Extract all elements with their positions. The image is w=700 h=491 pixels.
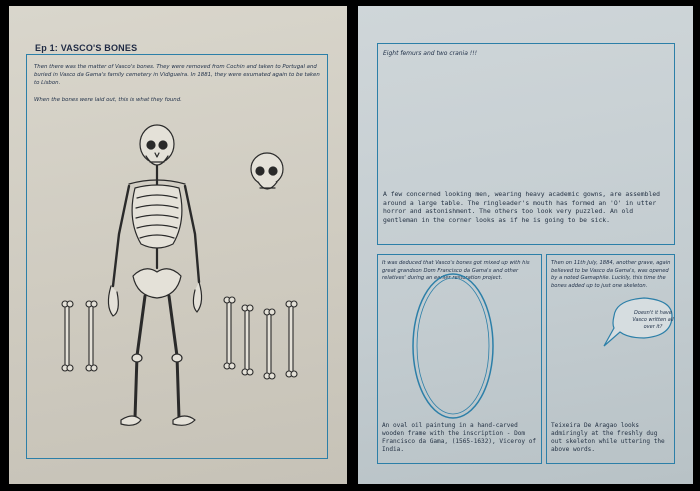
exclamation-caption: Eight femurs and two crania !!! — [383, 50, 478, 57]
loose-femurs-icon — [62, 297, 297, 379]
comic-page-left — [9, 6, 347, 484]
episode-title: Ep 1: VASCO'S BONES — [35, 43, 138, 53]
intro-caption: Then there was the matter of Vasco's bones. They were removed from Cochin and taken to Portugal and buried in Vasco da Gama's family cemetery in Vidigueira. In 1881, they were exumated again to be taken to Lisbon. — [34, 64, 320, 86]
comic-page-right — [358, 6, 693, 484]
top-panel-description: A few concerned looking men, wearing heavy academic gowns, are assembled around a large table. The ringleader's mouth has formed an 'O' in utter horror and astonishment. The others too look very puzzled. An old gentleman in the corner looks as if he is going to be sick. — [383, 190, 661, 224]
bottom-right-caption: Then on 11th July, 1884, another grave, again believed to be Vasco da Gama's, was opened by a noted Gamaphile. Luckily, this time the bones added up to just one skeleton. — [551, 260, 671, 289]
skeleton-illustration — [9, 6, 347, 484]
speech-balloon-icon — [358, 6, 693, 484]
bones-caption: When the bones were laid out, this is what they found. — [34, 97, 182, 103]
bottom-right-description: Teixeira De Aragao looks admiringly at the freshly dug out skeleton while uttering the above words. — [551, 422, 665, 453]
speech-balloon-text: Doesn't it have Vasco written all over it? — [632, 310, 674, 330]
loose-skull-icon — [251, 153, 283, 189]
bottom-left-description: An oval oil paintung in a hand-carved wooden frame with the inscription - Dom Francisco da Gama, (1565-1632), Viceroy of India. — [382, 422, 537, 453]
skull-icon — [140, 125, 174, 165]
ribcage-icon — [132, 185, 182, 248]
bottom-left-caption: It was deduced that Vasco's bones got mixed up with his great grandson Dom Francisco da Gama's and other relatives' during an earlier restoration project. — [382, 260, 530, 282]
